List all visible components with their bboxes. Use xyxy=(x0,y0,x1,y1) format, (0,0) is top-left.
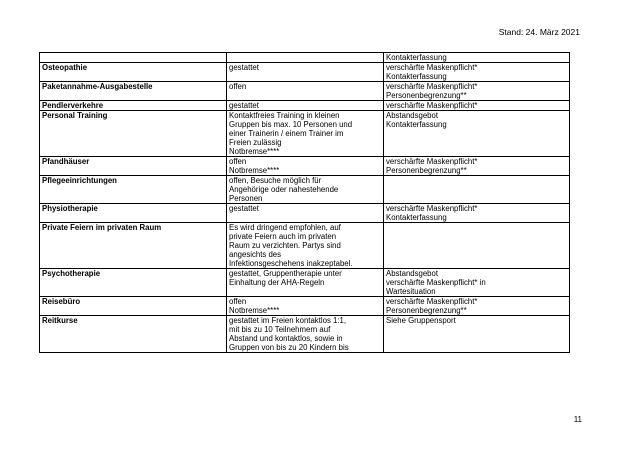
note-cell xyxy=(384,111,570,157)
note-line: Kontakterfassung xyxy=(386,53,447,62)
table-row xyxy=(40,297,570,316)
table-row xyxy=(40,82,570,101)
note-line: verschärfte Maskenpflicht* xyxy=(386,82,478,91)
date-stamp: Stand: 24. März 2021 xyxy=(498,27,580,37)
note-line: verschärfte Maskenpflicht* xyxy=(386,101,478,110)
rule-line: Notbremse**** xyxy=(229,306,280,315)
note-cell xyxy=(384,176,570,204)
table-row xyxy=(40,53,570,63)
table-row xyxy=(40,204,570,223)
note-line: Kontakterfassung xyxy=(386,213,447,222)
note-line: Personenbegrenzung** xyxy=(386,166,467,175)
rule-line: gestattet, Gruppentherapie unter xyxy=(229,269,342,278)
facility-name-cell: Pendlerverkehre xyxy=(40,101,227,111)
facility-name-cell: Paketannahme-Ausgabestelle xyxy=(40,82,227,101)
rule-line: Infektionsgeschehens inakzeptabel. xyxy=(229,259,353,268)
rule-line: Kontaktfreies Training in kleinen xyxy=(229,111,340,120)
note-line: Kontakterfassung xyxy=(386,120,447,129)
note-line: Wartesituation xyxy=(386,287,436,296)
rule-line: einer Trainerin / einem Trainer im xyxy=(229,129,344,138)
rule-cell xyxy=(227,176,384,204)
note-cell xyxy=(384,157,570,176)
note-cell xyxy=(384,297,570,316)
rule-line: Freien zulässig xyxy=(229,138,282,147)
rule-cell xyxy=(227,223,384,269)
rule-line: Notbremse**** xyxy=(229,166,280,175)
note-cell xyxy=(384,53,570,63)
note-cell xyxy=(384,82,570,101)
page-number: 11 xyxy=(573,415,582,424)
note-line: verschärfte Maskenpflicht* xyxy=(386,63,478,72)
rule-line: offen xyxy=(229,82,247,91)
rule-cell xyxy=(227,111,384,157)
rule-cell xyxy=(227,297,384,316)
rule-line: gestattet im Freien kontaktlos 1:1, xyxy=(229,316,347,325)
facility-name-cell: Pflegeeinrichtungen xyxy=(40,176,227,204)
table-row xyxy=(40,101,570,111)
note-cell xyxy=(384,316,570,353)
rule-line: private Feiern auch im privaten xyxy=(229,232,337,241)
note-line: Personenbegrenzung** xyxy=(386,91,467,100)
rule-line: mit bis zu 10 Teilnehmern auf xyxy=(229,325,331,334)
note-cell xyxy=(384,223,570,269)
note-cell xyxy=(384,204,570,223)
table-row xyxy=(40,111,570,157)
note-cell xyxy=(384,269,570,297)
rule-cell xyxy=(227,269,384,297)
rule-cell xyxy=(227,101,384,111)
rule-cell xyxy=(227,204,384,223)
table-row xyxy=(40,176,570,204)
table-row xyxy=(40,316,570,353)
facility-name-cell: Reisebüro xyxy=(40,297,227,316)
table-row xyxy=(40,269,570,297)
note-line: Abstandsgebot xyxy=(386,269,439,278)
rule-line: gestattet xyxy=(229,101,259,110)
note-line: Personenbegrenzung** xyxy=(386,306,467,315)
facility-name-cell: Osteopathie xyxy=(40,63,227,82)
rule-line: Notbremse**** xyxy=(229,147,280,156)
facility-name-cell xyxy=(40,53,227,63)
rule-line: offen, Besuche möglich für xyxy=(229,176,322,185)
facility-name-cell: Private Feiern im privaten Raum xyxy=(40,223,227,269)
facility-name-cell: Personal Training xyxy=(40,111,227,157)
facility-name-cell: Physiotherapie xyxy=(40,204,227,223)
rule-line: Gruppen von bis zu 20 Kindern bis xyxy=(229,343,349,352)
rule-cell xyxy=(227,82,384,101)
facility-name-cell: Pfandhäuser xyxy=(40,157,227,176)
rule-line: offen xyxy=(229,297,247,306)
rule-line: offen xyxy=(229,157,247,166)
rule-line: Raum zu verzichten. Partys sind xyxy=(229,241,341,250)
table-row xyxy=(40,63,570,82)
rule-cell xyxy=(227,63,384,82)
note-cell xyxy=(384,63,570,82)
rule-line: Abstand und kontaktlos, sowie in xyxy=(229,334,343,343)
facility-name-cell: Reitkurse xyxy=(40,316,227,353)
note-line: verschärfte Maskenpflicht* in xyxy=(386,278,486,287)
regulations-table xyxy=(39,52,570,353)
note-line: Kontakterfassung xyxy=(386,72,447,81)
note-line: verschärfte Maskenpflicht* xyxy=(386,297,478,306)
rule-line: gestattet xyxy=(229,63,259,72)
table-row xyxy=(40,157,570,176)
rule-line: Gruppen bis max. 10 Personen und xyxy=(229,120,353,129)
note-line: verschärfte Maskenpflicht* xyxy=(386,204,478,213)
rule-line: Es wird dringend empfohlen, auf xyxy=(229,223,341,232)
note-line: verschärfte Maskenpflicht* xyxy=(386,157,478,166)
rule-line: angesichts des xyxy=(229,250,282,259)
rule-line: Personen xyxy=(229,194,263,203)
rule-line: gestattet xyxy=(229,204,259,213)
note-cell xyxy=(384,101,570,111)
rule-cell xyxy=(227,53,384,63)
rule-cell xyxy=(227,316,384,353)
rule-line: Einhaltung der AHA-Regeln xyxy=(229,278,325,287)
rule-line: Angehörige oder nahestehende xyxy=(229,185,339,194)
table-body xyxy=(40,53,570,353)
facility-name-cell: Psychotherapie xyxy=(40,269,227,297)
note-line: Siehe Gruppensport xyxy=(386,316,456,325)
table-row xyxy=(40,223,570,269)
note-line: Abstandsgebot xyxy=(386,111,439,120)
rule-cell xyxy=(227,157,384,176)
